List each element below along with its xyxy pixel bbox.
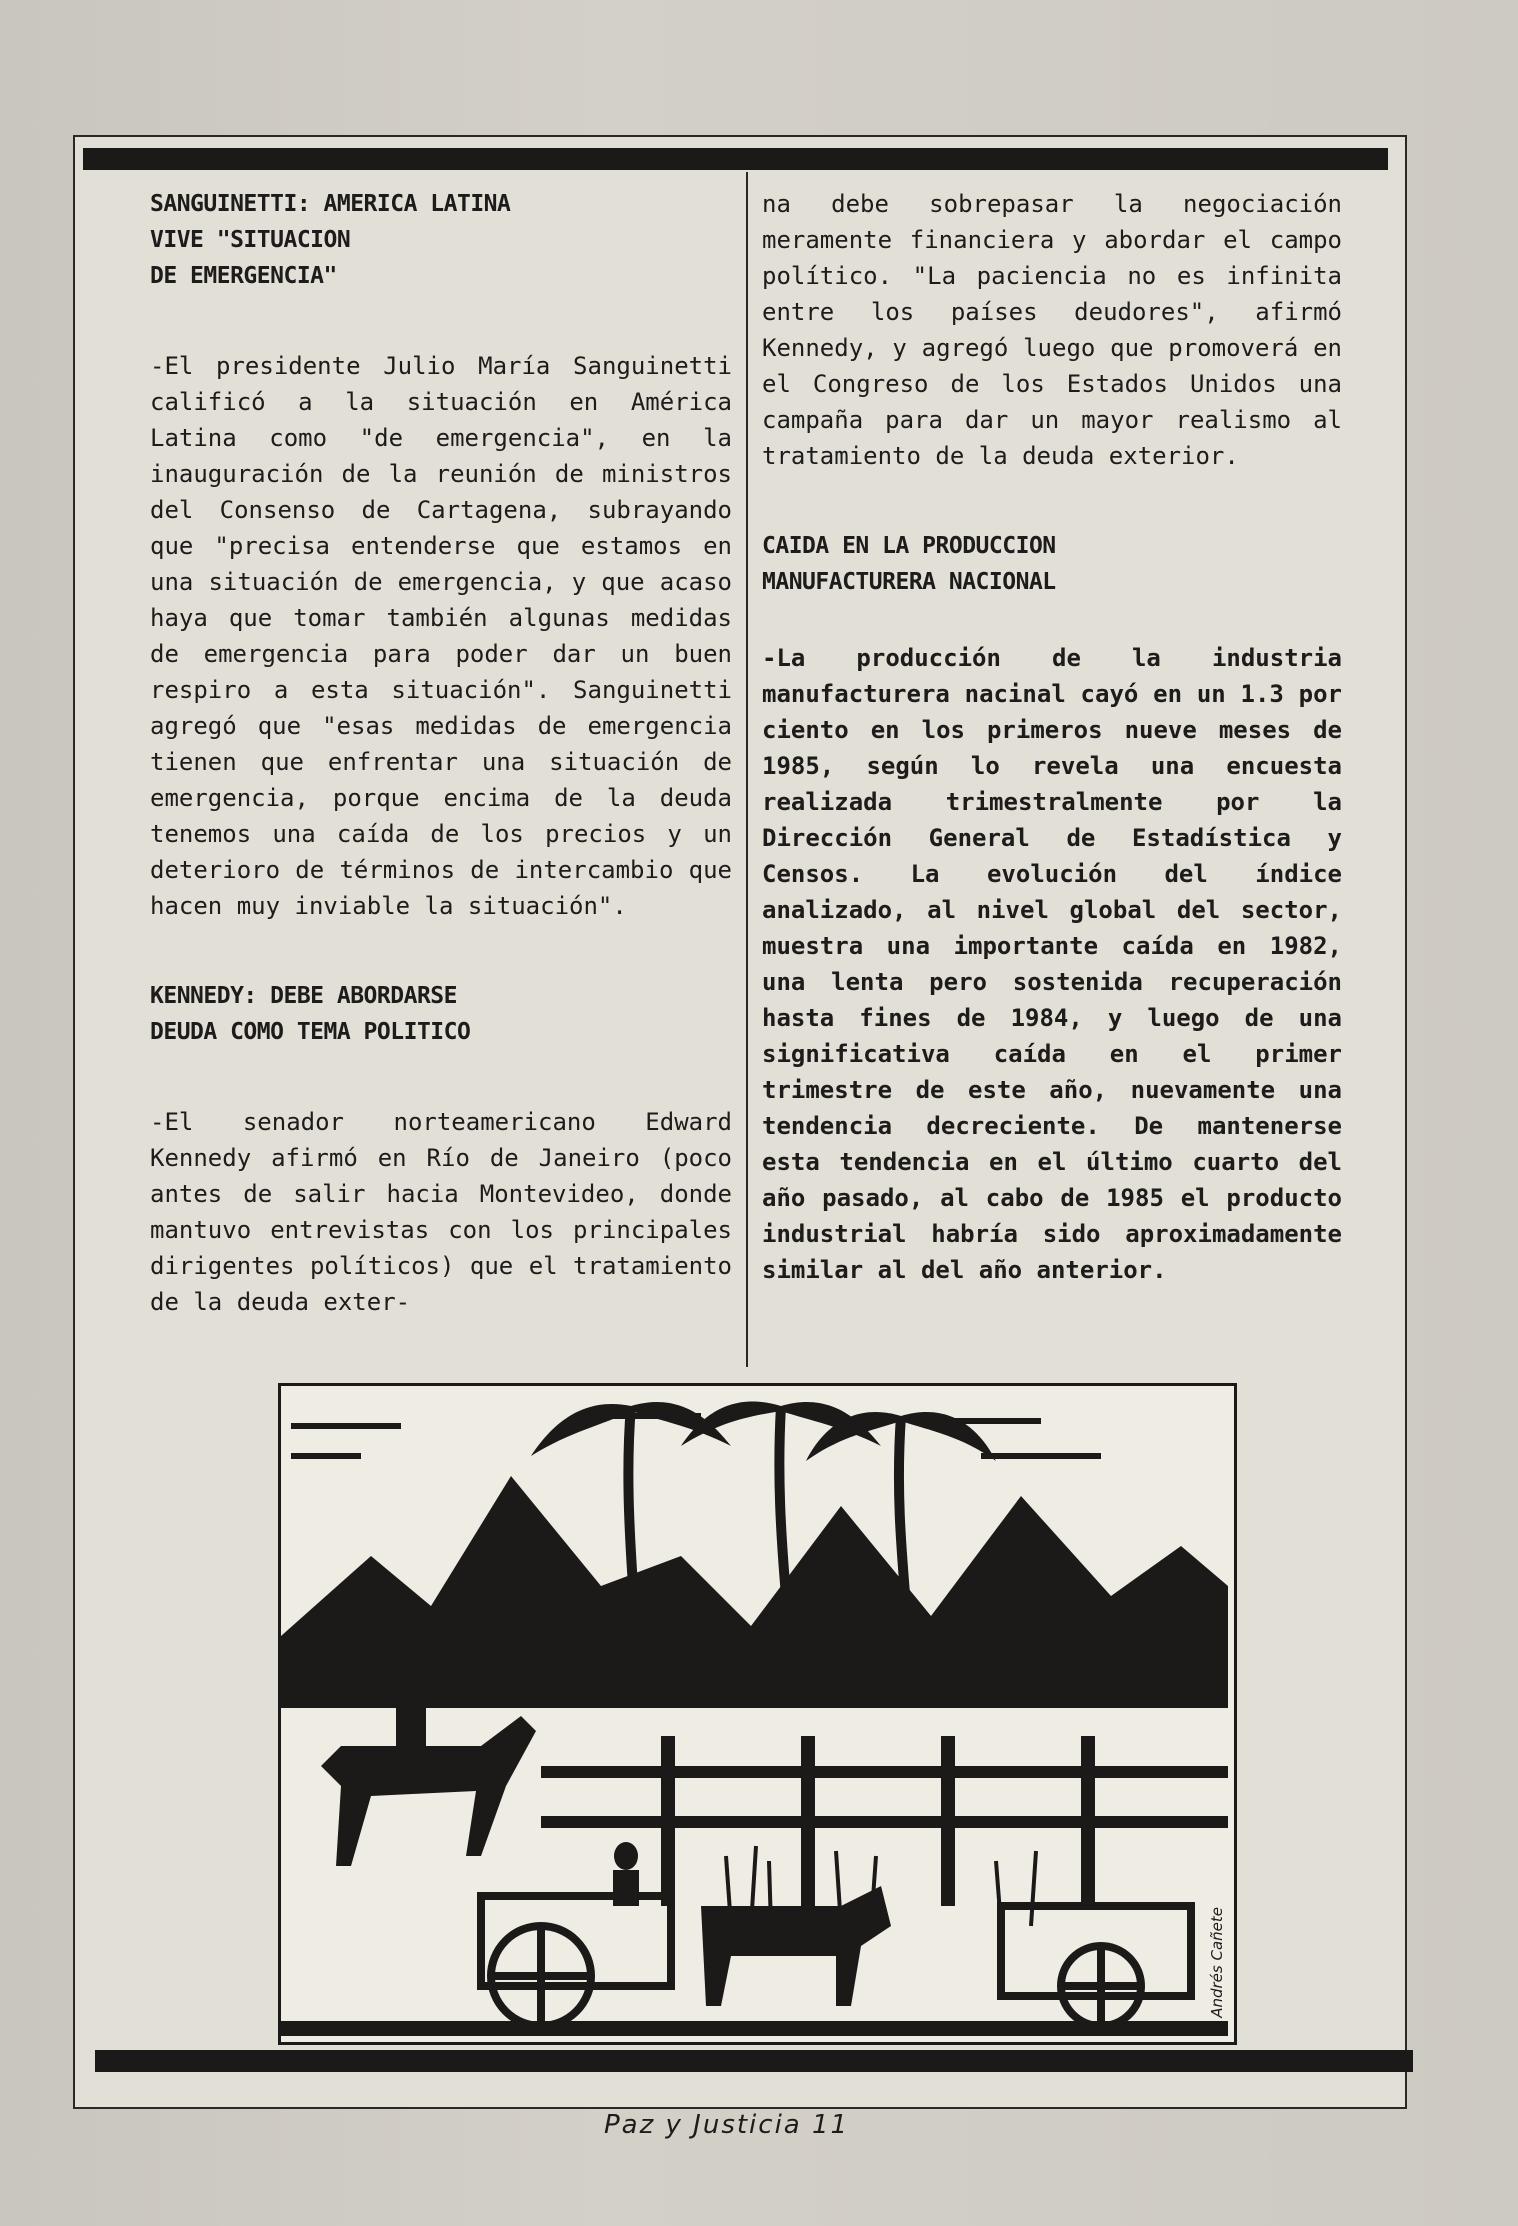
article-body: -La producción de la industria manufacturera nacinal cayó en un 1.3 por ciento en los primeros nueve meses de 1985, según lo revela una encuesta realizada trimestralmente por la Dirección General de Estadística y Censos. La evolución del índice analizado, al nivel global del sector, muestra una importante caída en 1982, una lenta pero sostenida recuperación hasta fines de 1984, y luego de una significativa caída en el primer trimestre de este año, nuevamente una tendencia decreciente. De mantenerse esta tendencia en el último cuarto del año pasado, al cabo de 1985 el producto industrial habría sido aproximadamente similar al del año anterior. xyxy=(762,644,1342,1284)
article-heading xyxy=(150,978,732,1050)
right-column xyxy=(762,186,1342,1288)
column-divider xyxy=(746,172,748,1367)
left-column xyxy=(150,186,732,1320)
article-body-continued: na debe sobrepasar la negociación meramente financiera y abordar el campo político. "La paciencia no es infinita entre los países deudores", afirmó Kennedy, y agregó luego que promoverá en el Congreso de los Estados Unidos una campaña para dar un mayor realismo al tratamiento de la deuda exterior. xyxy=(762,190,1342,470)
heading-line: DEUDA COMO TEMA POLITICO xyxy=(150,1019,471,1045)
heading-line: MANUFACTURERA NACIONAL xyxy=(762,569,1056,595)
page-footer: Paz y Justicia 11 xyxy=(604,2110,850,2140)
bottom-rule xyxy=(95,2050,1413,2072)
article-heading xyxy=(150,186,732,294)
heading-line: CAIDA EN LA PRODUCCION xyxy=(762,533,1056,559)
article-body: -El presidente Julio María Sanguinetti calificó a la situación en América Latina como "de emergencia", en la inauguración de la reunión de ministros del Consenso de Cartagena, subrayando que "precisa entenderse que estamos en una situación de emergencia, y que acaso haya que tomar también algunas medidas de emergencia para poder dar un buen respiro a esta situación". Sanguinetti agregó que "esas medidas de emergencia tienen que enfrentar una situación de emergencia, porque encima de la deuda tenemos una caída de los precios y un deterioro de términos de intercambio que hacen muy inviable la situación". xyxy=(150,352,732,920)
top-rule xyxy=(83,148,1388,170)
heading-line: DE EMERGENCIA" xyxy=(150,263,337,289)
woodcut-illustration xyxy=(278,1383,1237,2045)
heading-line: KENNEDY: DEBE ABORDARSE xyxy=(150,983,457,1009)
woodcut-scene xyxy=(281,1386,1228,2036)
article-body: -El senador norteamericano Edward Kennedy afirmó en Río de Janeiro (poco antes de salir hacia Montevideo, donde mantuvo entrevistas con los principales dirigentes políticos) que el tratamiento de la deuda exter- xyxy=(150,1108,732,1316)
heading-line: VIVE "SITUACION xyxy=(150,227,351,253)
heading-line: SANGUINETTI: AMERICA LATINA xyxy=(150,191,511,217)
article-heading xyxy=(762,528,1342,600)
illustration-credit: Andrés Cañete xyxy=(1208,1907,1226,2018)
